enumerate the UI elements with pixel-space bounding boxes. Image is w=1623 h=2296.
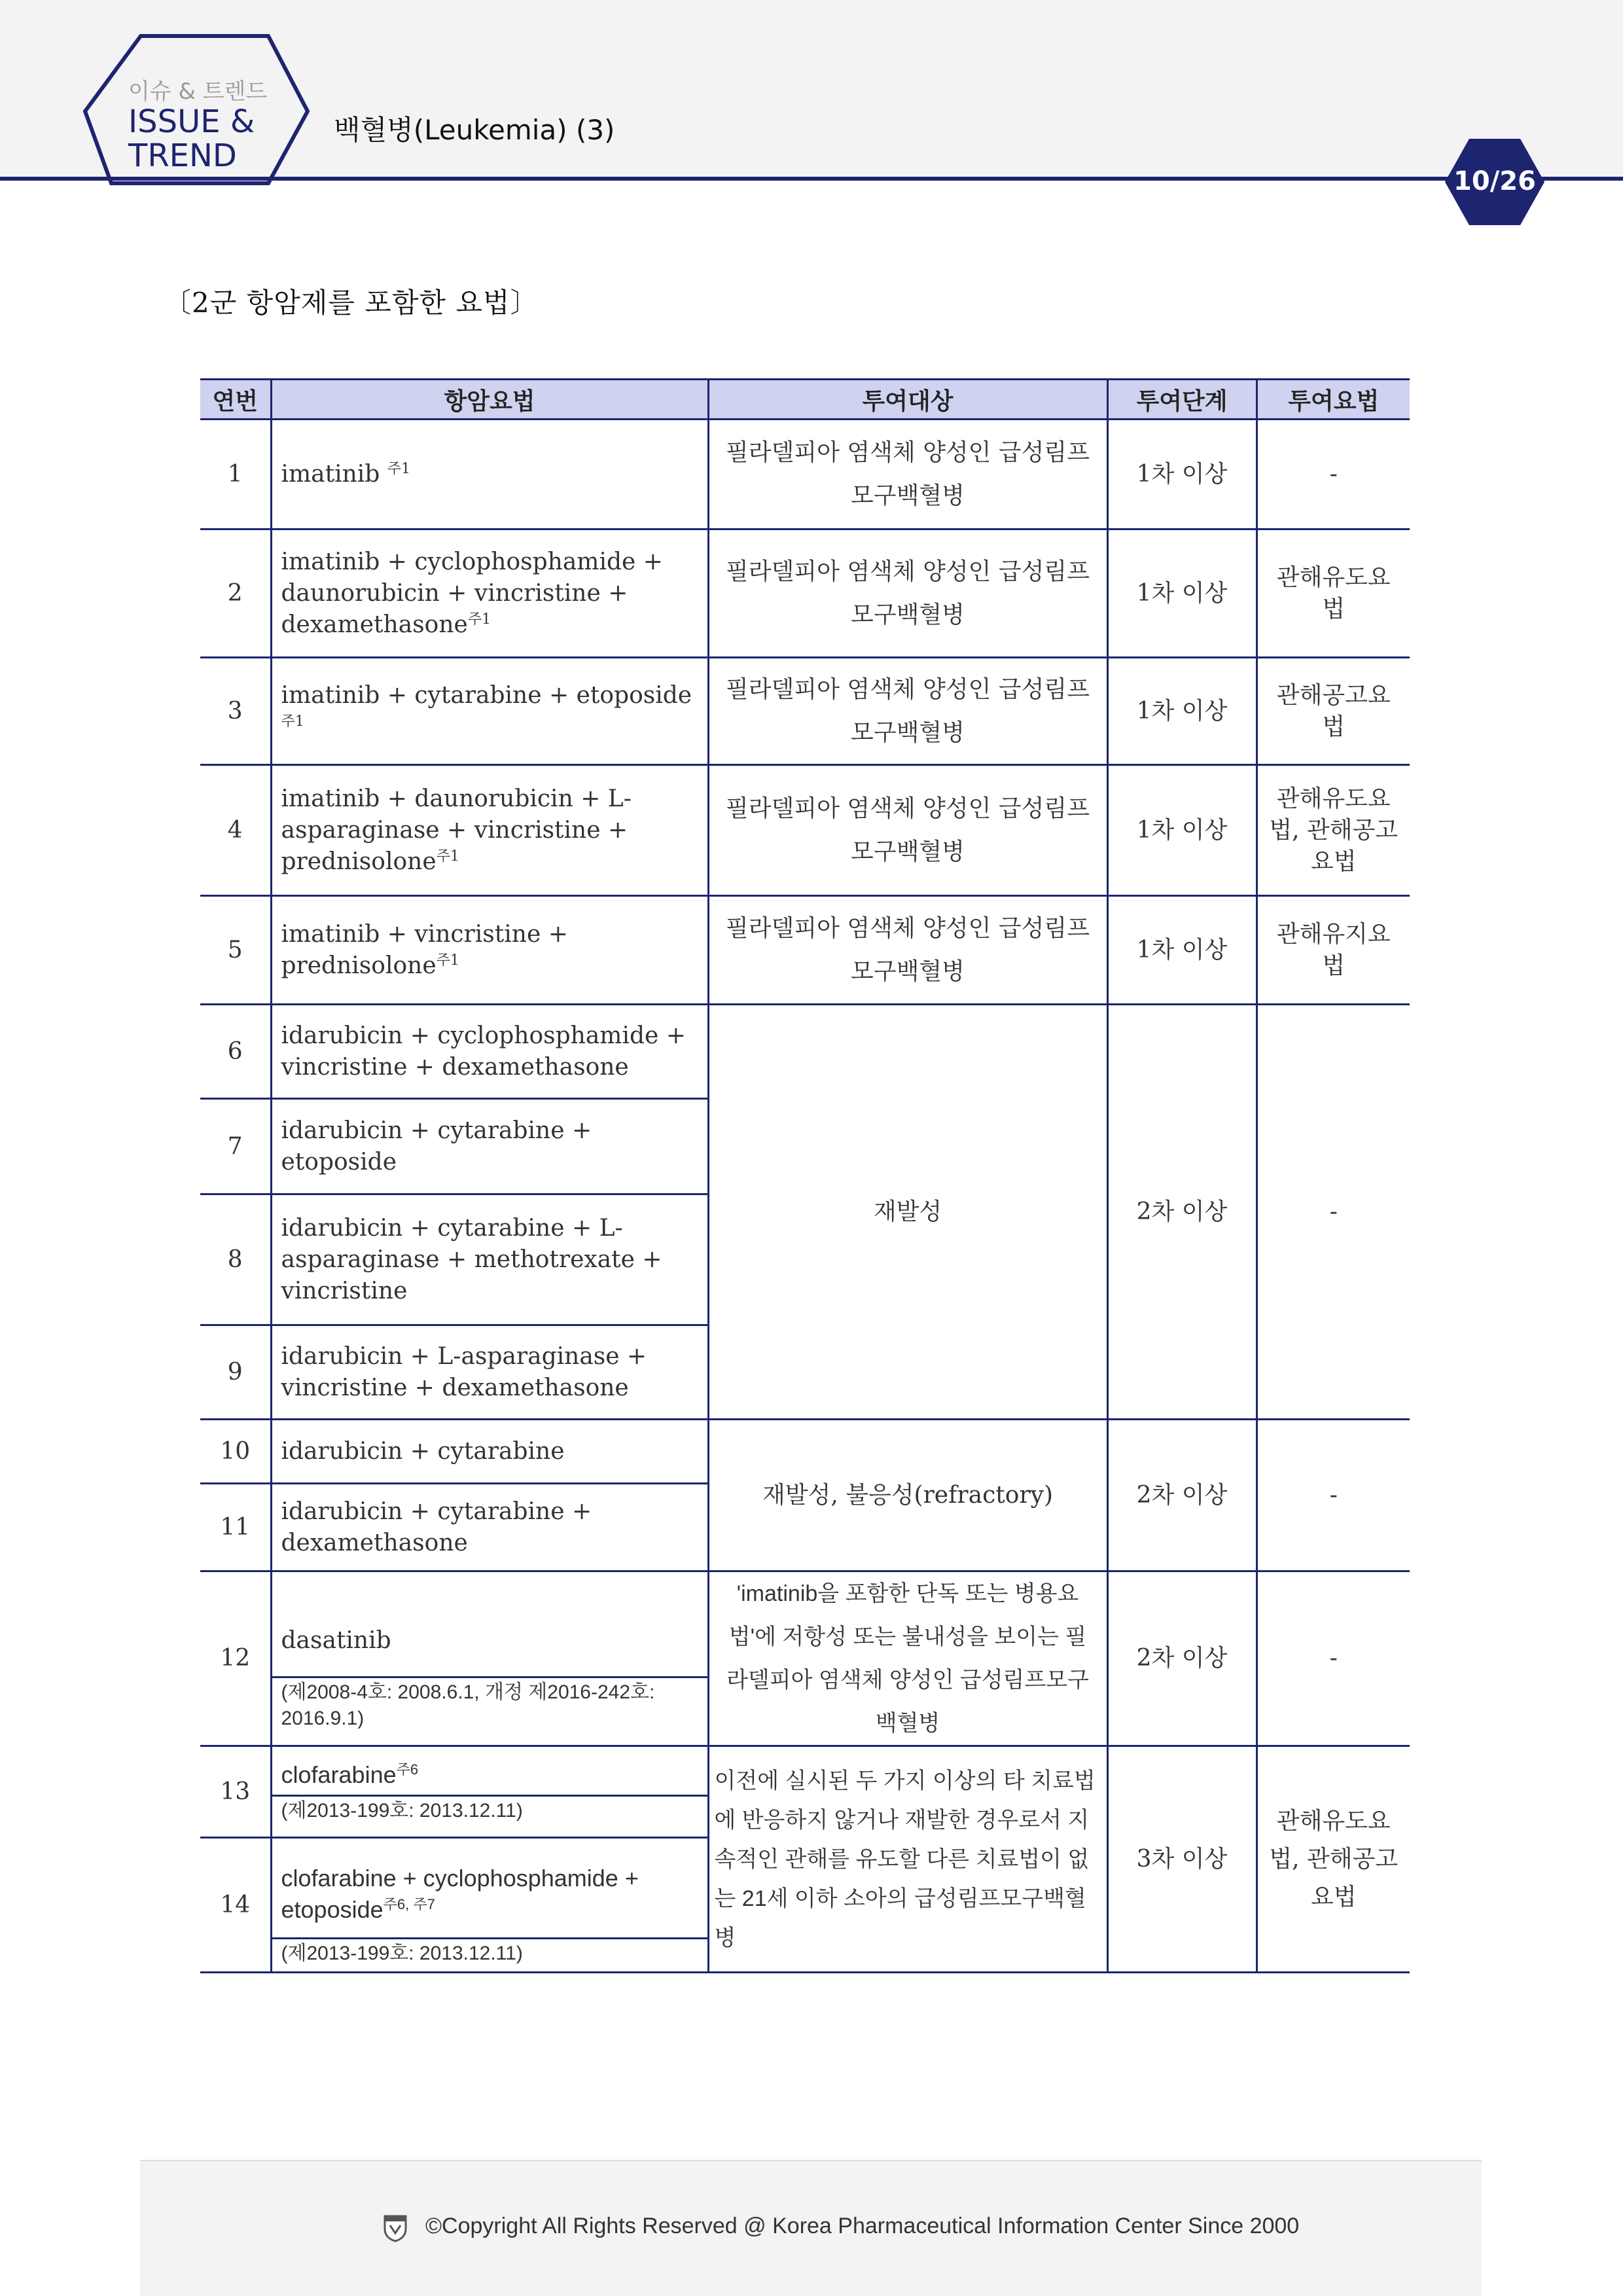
stage-cell-group-10-11: 2차 이상 [1107,1420,1257,1571]
target-cell: 필라델피아 염색체 양성인 급성림프모구백혈병 [708,896,1107,1005]
copyright-text: ©Copyright All Rights Reserved @ Korea Pharmaceutical Information Center Since 2000 [425,2214,1300,2238]
table-row [200,658,1410,765]
regimen-cell [271,1571,708,1746]
method-cell: 관해유도요법, 관해공고요법 [1257,765,1410,896]
regimen-cell [271,1746,708,1838]
table-row [200,1005,1410,1099]
regimen-cell [271,1420,708,1484]
footnote-mark: 주1 [436,848,459,865]
method-cell: - [1257,1571,1410,1746]
target-cell-group-13-14: 이전에 실시된 두 가지 이상의 타 치료법에 반응하지 않거나 재발한 경우로서 지속적인 관해를 유도할 다른 치료법이 없는 21세 이하 소아의 급성림프모구백혈병 [708,1746,1107,1973]
regimen-text: clofarabine + cyclophosphamide + etoposide [281,1865,639,1923]
target-cell-group-10-11: 재발성, 불응성(refractory) [708,1420,1107,1571]
page-title: 백혈병(Leukemia) (3) [334,114,615,146]
regimen-text: idarubicin + cytarabine [281,1437,565,1465]
regimen-cell [271,896,708,1005]
table-row [200,1571,1410,1746]
regimen-text: idarubicin + L-asparaginase + vincristine + dexamethasone [281,1342,647,1401]
method-cell: 관해유도요법 [1257,529,1410,658]
stage-cell: 1차 이상 [1107,896,1257,1005]
method-cell-group-13-14: 관해유도요법, 관해공고요법 [1257,1746,1410,1973]
row-number: 7 [200,1099,271,1194]
stage-cell: 1차 이상 [1107,658,1257,765]
method-cell: 관해유지요법 [1257,896,1410,1005]
target-cell: 필라델피아 염색체 양성인 급성림프모구백혈병 [708,420,1107,529]
row-number: 3 [200,658,271,765]
col-header-stage: 투여단계 [1107,380,1257,420]
page-number: 10/26 [1454,166,1536,196]
regimen-cell [271,1194,708,1325]
regimen-cell [271,1325,708,1420]
row-number: 5 [200,896,271,1005]
col-header-regimen: 항암요법 [271,380,708,420]
method-cell-group-6-9: - [1257,1005,1410,1420]
footnote-mark: 주1 [467,611,491,628]
regimen-cell [271,658,708,765]
col-header-no: 연번 [200,380,271,420]
regimen-cell [271,529,708,658]
col-header-target: 투여대상 [708,380,1107,420]
regimen-text: idarubicin + cytarabine + etoposide [281,1117,592,1175]
regimen-text: imatinib + daunorubicin + L-asparaginase + vincristine + prednisolone [281,785,632,875]
table-row [200,420,1410,529]
target-cell: 필라델피아 염색체 양성인 급성림프모구백혈병 [708,658,1107,765]
regimen-text: imatinib [281,460,380,488]
footnote-mark: 주1 [281,713,304,730]
table-row [200,896,1410,1005]
row-number: 12 [200,1571,271,1746]
regimen-text: imatinib + cytarabine + etoposide [281,681,692,709]
regimen-cell [271,1838,708,1973]
row-number: 4 [200,765,271,896]
row-number: 8 [200,1194,271,1325]
table-row [200,765,1410,896]
row-number: 9 [200,1325,271,1420]
target-cell-group-6-9: 재발성 [708,1005,1107,1420]
col-header-method: 투여요법 [1257,380,1410,420]
regimen-text: imatinib + vincristine + prednisolone [281,920,568,979]
regimen-text: imatinib + cyclophosphamide + daunorubicin + vincristine + dexamethasone [281,548,663,638]
regimen-text: idarubicin + cytarabine + L-asparaginase + methotrexate + vincristine [281,1214,662,1304]
stage-cell: 1차 이상 [1107,765,1257,896]
stage-cell-group-13-14: 3차 이상 [1107,1746,1257,1973]
target-cell: 'imatinib을 포함한 단독 또는 병용요법'에 저항성 또는 불내성을 보이는 필라델피아 염색체 양성인 급성림프모구백혈병 [708,1571,1107,1746]
category-en-line1: ISSUE & [128,103,255,140]
regimen-cell [271,420,708,529]
stage-cell: 2차 이상 [1107,1571,1257,1746]
row-number: 13 [200,1746,271,1838]
footnote-mark: 주1 [436,952,459,969]
target-cell: 필라델피아 염색체 양성인 급성림프모구백혈병 [708,765,1107,896]
regimen-text: dasatinib [281,1626,391,1654]
footnote-mark: 주1 [387,460,411,477]
category-en-line2: TREND [128,137,237,174]
regimen-text: clofarabine [281,1761,397,1788]
regimen-table [200,378,1410,1973]
notice-reference: (제2013-199호: 2013.12.11) [272,1795,707,1824]
regimen-text: idarubicin + cyclophosphamide + vincristine + dexamethasone [281,1022,686,1081]
table-row [200,1420,1410,1484]
stage-cell-group-6-9: 2차 이상 [1107,1005,1257,1420]
target-cell: 필라델피아 염색체 양성인 급성림프모구백혈병 [708,529,1107,658]
method-cell: - [1257,420,1410,529]
kpic-shield-icon [382,2214,408,2242]
table-row [200,1746,1410,1838]
table-header-row [200,380,1410,420]
stage-cell: 1차 이상 [1107,420,1257,529]
category-ko: 이슈 & 트렌드 [128,79,268,105]
method-cell: 관해공고요법 [1257,658,1410,765]
method-cell-group-10-11: - [1257,1420,1410,1571]
row-number: 6 [200,1005,271,1099]
regimen-cell [271,1099,708,1194]
row-number: 1 [200,420,271,529]
regimen-cell [271,1484,708,1571]
regimen-cell [271,765,708,896]
row-number: 10 [200,1420,271,1484]
row-number: 14 [200,1838,271,1973]
stage-cell: 1차 이상 [1107,529,1257,658]
notice-reference: (제2013-199호: 2013.12.11) [272,1937,707,1967]
row-number: 11 [200,1484,271,1571]
row-number: 2 [200,529,271,658]
section-title: 〔2군 항암제를 포함한 요법〕 [164,287,539,319]
notice-reference: (제2008-4호: 2008.6.1, 개정 제2016-242호: 2016.9.1) [272,1676,707,1732]
table-row [200,529,1410,658]
regimen-text: idarubicin + cytarabine + dexamethasone [281,1498,592,1556]
regimen-cell [271,1005,708,1099]
header-rule [0,177,1623,181]
footnote-mark: 주6, 주7 [383,1896,435,1912]
footnote-mark: 주6 [396,1761,419,1778]
